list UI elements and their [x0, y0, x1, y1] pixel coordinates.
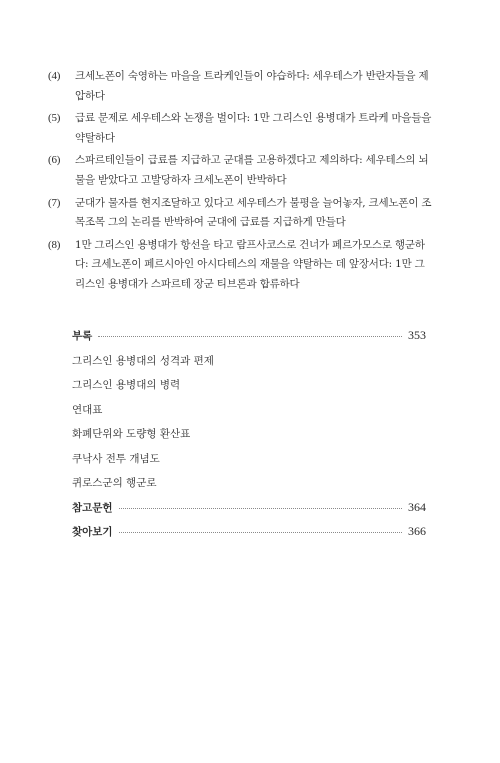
list-item — [48, 67, 432, 106]
toc-page-number: 366 — [408, 524, 426, 538]
toc-subentry[interactable] — [72, 377, 426, 402]
toc-subentry-label: 연대표 — [72, 403, 103, 416]
toc-page-number: 353 — [408, 328, 426, 342]
toc-title: 부록 — [72, 330, 93, 342]
toc-subentry[interactable] — [72, 451, 426, 476]
toc-entry-appendix[interactable] — [72, 328, 426, 353]
toc-title: 찾아보기 — [72, 526, 113, 538]
item-text: 군대가 물자를 현지조달하고 있다고 세우테스가 불평을 늘어놓자, 크세노폰이 조목조목 그의 논리를 반박하여 군대에 급료를 지급하게 만들다 — [75, 196, 432, 229]
dot-leader — [119, 508, 402, 509]
toc-subentry-label: 그리스인 용병대의 병력 — [72, 379, 181, 391]
toc-subentry[interactable] — [72, 475, 426, 500]
list-item — [48, 236, 432, 295]
toc-subentry[interactable] — [72, 426, 426, 451]
dot-leader — [119, 532, 402, 533]
toc-subentry[interactable] — [72, 402, 426, 427]
list-item — [48, 151, 432, 190]
dot-leader — [98, 336, 402, 337]
toc-subentry-label: 퀴로스군의 행군로 — [72, 477, 157, 489]
toc-entry-references[interactable] — [72, 500, 426, 525]
toc-subentry-label: 화폐단위와 도량형 환산표 — [72, 428, 191, 440]
list-item — [48, 194, 432, 233]
item-text: 1만 그리스인 용병대가 항선을 타고 람프사코스로 건너가 페르가모스로 행군하다: 크세노폰이 페르시아인 아시다테스의 재물을 약탈하는 데 앞장서다: 1만 그리스인 용병대가 스파르테 장군 티브론과 합류하다 — [75, 238, 425, 290]
item-text: 크세노폰이 숙영하는 마을을 트라케인들이 야습하다: 세우테스가 반란자들을 제압하다 — [75, 70, 429, 102]
toc-entry-index[interactable] — [72, 524, 426, 549]
toc-title: 참고문헌 — [72, 501, 113, 514]
toc-subentry-label: 쿠낙사 전투 개념도 — [72, 452, 160, 465]
toc-subentry[interactable] — [72, 353, 426, 378]
item-number: (8) — [48, 238, 61, 251]
item-text: 스파르테인들이 급료를 지급하고 군대를 고용하겠다고 제의하다: 세우테스의 뇌물을 받았다고 고발당하자 크세노폰이 반박하다 — [75, 154, 429, 186]
item-number: (6) — [48, 154, 61, 167]
toc-page-number: 364 — [408, 499, 426, 514]
item-number: (4) — [48, 70, 61, 82]
item-number: (7) — [48, 196, 61, 209]
toc-subentry-label: 그리스인 용병대의 성격과 편제 — [72, 354, 214, 367]
table-of-contents — [72, 328, 426, 549]
list-item — [48, 109, 432, 148]
numbered-list — [48, 67, 432, 298]
item-number: (5) — [48, 112, 61, 125]
item-text: 급료 문제로 세우테스와 논쟁을 벌이다: 1만 그리스인 용병대가 트라케 마을들을 약탈하다 — [75, 112, 432, 144]
